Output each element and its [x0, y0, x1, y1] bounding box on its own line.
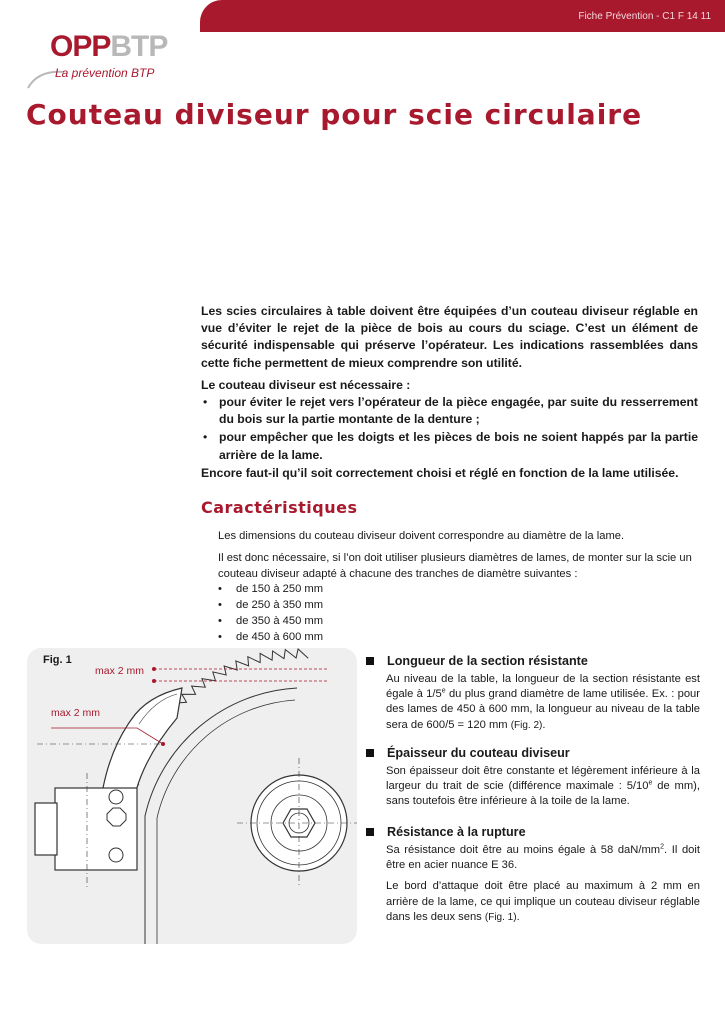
figure-1-panel: [27, 648, 357, 944]
list-item: • de 250 à 350 mm: [218, 598, 700, 614]
dimension-label-side: max 2 mm: [51, 707, 101, 719]
list-item: • de 150 à 250 mm: [218, 582, 700, 598]
intro-lead: Le couteau diviseur est nécessaire :: [201, 377, 411, 392]
list-item: • pour empêcher que les doigts et les pièces de bois ne soient happés par la partie arrière de la lame.: [201, 429, 698, 463]
logo-tagline: La prévention BTP: [55, 66, 155, 80]
diameter-range-list: [218, 582, 700, 645]
dimension-label-top: max 2 mm: [95, 665, 145, 677]
figure-label: Fig. 1: [43, 654, 72, 666]
intro-block: [201, 303, 698, 487]
intro-list: [201, 394, 698, 464]
saw-blade-diagram: [27, 648, 357, 944]
section-thickness: [366, 746, 700, 810]
characteristics-block: [218, 529, 700, 646]
list-item: • de 450 à 600 mm: [218, 630, 700, 646]
section-resistance: [366, 825, 700, 925]
section-text: Sa résistance doit être au moins égale à 58 daN/$mm^2$. Il doit être en acier nuance E 36.: [386, 843, 700, 872]
document-reference: Fiche Prévention - C1 F 14 11: [578, 11, 711, 22]
intro-paragraph: Les scies circulaires à table doivent être équipées d’un couteau diviseur réglable en vue d’éviter le rejet de la pièce de bois au cours du sciage. C’est un élément de sécurité indispensable qui préserve l’opérateur. Les indications rassemblées dans cette fiche permettent de mieux comprendre son utilité.: [201, 304, 698, 370]
list-item: • de 350 à 450 mm: [218, 614, 700, 630]
section-text: Son épaisseur doit être constante et légèrement inférieure à la largeur du trait de scie (différence maximale : 5/10e de mm), sans toutefois être inférieure à la toile de la lame.: [386, 765, 700, 808]
section-text: Le bord d’attaque doit être placé au maximum à 2 mm en arrière de la lame, ce qui implique un couteau diviseur réglable dans les deux sens (Fig. 1).: [386, 880, 700, 923]
section-title: Longueur de la section résistante: [366, 654, 700, 668]
section-heading-characteristics: Caractéristiques: [201, 498, 358, 517]
characteristics-p2: Il est donc nécessaire, si l’on doit utiliser plusieurs diamètres de lames, de monter sur la scie un couteau diviseur adapté à chacune des tranches de diamètre suivantes :: [218, 551, 692, 580]
intro-closing: Encore faut-il qu’il soit correctement choisi et réglé en fonction de la lame utilisée.: [201, 465, 679, 480]
header-bar: [200, 0, 725, 32]
section-text: Au niveau de la table, la longueur de la section résistante est égale à 1/5e du plus grand diamètre de lame utilisée. Ex. : pour des lames de 450 à 600 mm, la longueur au niveau de la table sera de 600/5 = 120 mm (Fig. 2).: [386, 673, 700, 731]
section-title: Épaisseur du couteau diviseur: [366, 746, 700, 760]
characteristics-p1: Les dimensions du couteau diviseur doivent correspondre au diamètre de la lame.: [218, 530, 625, 542]
section-length: [366, 654, 700, 733]
oppbtp-logo: [50, 30, 200, 85]
section-title: Résistance à la rupture: [366, 825, 700, 839]
list-item: • pour éviter le rejet vers l’opérateur de la pièce engagée, par suite du resserrement du bois sur la partie montante de la denture ;: [201, 394, 698, 428]
logo-wordmark: OPPBTP: [50, 30, 168, 63]
page-title: Couteau diviseur pour scie circulaire: [26, 98, 643, 131]
